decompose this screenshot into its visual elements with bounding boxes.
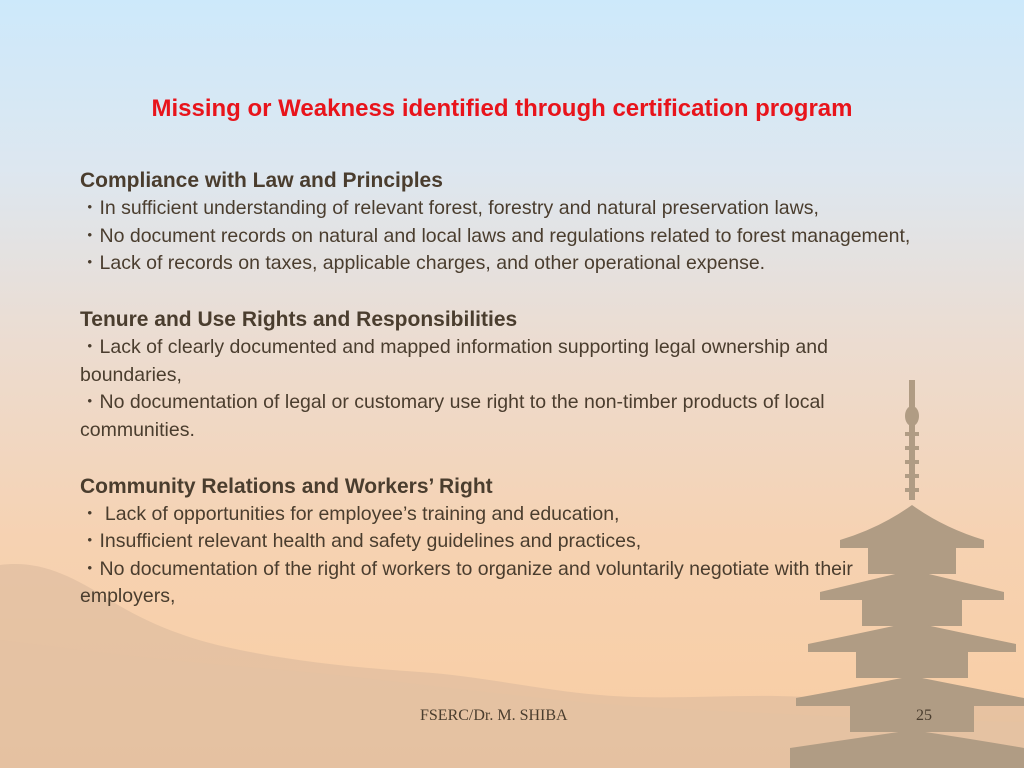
bullet-item: ・No documentation of legal or customary use right to the non-timber products of local communities. (80, 391, 825, 441)
slide-title: Missing or Weakness identified through certification program (151, 95, 853, 122)
section-compliance (80, 166, 930, 278)
bullet-item: ・ Lack of opportunities for employee’s training and education, (80, 502, 620, 525)
bullet-item: ・Lack of clearly documented and mapped information supporting legal ownership and boundaries, (80, 336, 828, 386)
page-number: 25 (916, 707, 932, 724)
bullet-item: ・Insufficient relevant health and safety guidelines and practices, (80, 530, 642, 552)
section-heading: Community Relations and Workers’ Right (80, 474, 493, 498)
section-tenure (80, 305, 930, 444)
section-community (80, 472, 930, 611)
slide-content (80, 166, 930, 638)
bullet-item: ・Lack of records on taxes, applicable charges, and other operational expense. (80, 252, 766, 274)
section-heading: Tenure and Use Rights and Responsibilities (80, 308, 518, 331)
section-heading: Compliance with Law and Principles (80, 169, 443, 192)
bullet-item: ・No documentation of the right of workers to organize and voluntarily negotiate with their employers, (80, 557, 853, 607)
bullet-item: ・No document records on natural and local laws and regulations related to forest management, (80, 224, 911, 247)
footer-credit: FSERC/Dr. M. SHIBA (420, 707, 568, 724)
bullet-item: ・In sufficient understanding of relevant forest, forestry and natural preservation laws, (80, 197, 819, 219)
